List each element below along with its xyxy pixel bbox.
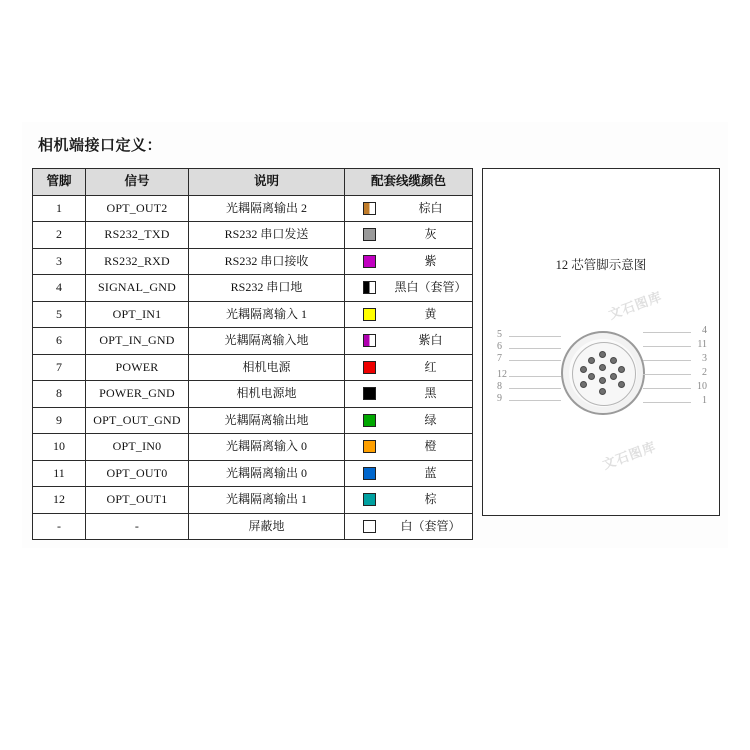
document-body	[22, 122, 728, 548]
cell-description: 光耦隔离输出 1	[189, 487, 345, 514]
color-name-label: 红	[424, 359, 437, 374]
cell-pin: 3	[33, 248, 86, 275]
cell-cable-color	[345, 381, 473, 408]
table-row	[33, 513, 473, 540]
diagram-lead-line	[509, 376, 561, 377]
pin-definition-table	[32, 168, 473, 540]
color-name-label: 灰	[424, 227, 437, 242]
cell-pin: 7	[33, 354, 86, 381]
cell-signal: SIGNAL_GND	[86, 275, 189, 302]
diagram-pin-label-left: 8	[497, 381, 502, 392]
connector-pin-hole	[610, 357, 617, 364]
cell-cable-color	[345, 460, 473, 487]
diagram-pin-label-left: 5	[497, 329, 502, 340]
column-header-signal: 信号	[86, 169, 189, 196]
cell-cable-color	[345, 407, 473, 434]
color-name-label: 黄	[424, 306, 437, 321]
cell-cable-color	[345, 222, 473, 249]
cell-signal: OPT_OUT_GND	[86, 407, 189, 434]
cell-cable-color	[345, 195, 473, 222]
table-body	[33, 195, 473, 540]
cell-pin: 10	[33, 434, 86, 461]
cell-signal: OPT_IN_GND	[86, 328, 189, 355]
connector-pin-hole	[588, 357, 595, 364]
connector-pin-hole	[580, 381, 587, 388]
connector-pin-hole	[588, 373, 595, 380]
diagram-pin-label-right: 10	[697, 381, 707, 392]
cell-description: RS232 串口地	[189, 275, 345, 302]
cell-cable-color	[345, 275, 473, 302]
color-name-label: 棕白	[418, 200, 443, 215]
color-swatch-icon	[363, 281, 376, 294]
diagram-lead-line	[509, 400, 561, 401]
color-name-label: 黑	[424, 386, 437, 401]
color-swatch-icon	[363, 334, 376, 347]
table-row	[33, 407, 473, 434]
connector-shell-icon	[561, 331, 645, 415]
color-swatch-icon	[363, 308, 376, 321]
color-name-label: 绿	[424, 412, 437, 427]
diagram-pin-label-right: 3	[702, 353, 707, 364]
cell-cable-color	[345, 487, 473, 514]
table-row	[33, 460, 473, 487]
color-swatch-icon	[363, 202, 376, 215]
connector-pin-hole	[610, 373, 617, 380]
diagram-pin-label-right: 2	[702, 367, 707, 378]
cell-pin: 1	[33, 195, 86, 222]
diagram-lead-line	[509, 388, 561, 389]
cell-description: 光耦隔离输出 2	[189, 195, 345, 222]
diagram-lead-line	[643, 360, 691, 361]
cell-signal: OPT_OUT0	[86, 460, 189, 487]
cell-signal: RS232_TXD	[86, 222, 189, 249]
color-name-label: 黑白（套管）	[394, 280, 467, 295]
color-name-label: 紫	[424, 253, 437, 268]
connector-diagram-panel	[482, 168, 720, 516]
cell-pin: 2	[33, 222, 86, 249]
table-row	[33, 434, 473, 461]
diagram-lead-line	[509, 336, 561, 337]
color-swatch-icon	[363, 493, 376, 506]
cell-pin: 4	[33, 275, 86, 302]
cell-signal: RS232_RXD	[86, 248, 189, 275]
color-swatch-icon	[363, 228, 376, 241]
table-row	[33, 328, 473, 355]
color-swatch-icon	[363, 520, 376, 533]
color-name-label: 棕	[424, 492, 437, 507]
diagram-pin-label-right: 11	[697, 339, 707, 350]
diagram-pin-label-left: 7	[497, 353, 502, 364]
watermark-text-bottom: 文石图库	[600, 438, 659, 473]
table-row	[33, 275, 473, 302]
connector-pin-hole	[618, 381, 625, 388]
cell-cable-color	[345, 434, 473, 461]
cell-pin: 12	[33, 487, 86, 514]
cell-signal: OPT_OUT1	[86, 487, 189, 514]
table-row	[33, 381, 473, 408]
pin-definition-table-wrapper	[32, 168, 473, 540]
cell-cable-color	[345, 513, 473, 540]
cell-pin: -	[33, 513, 86, 540]
color-name-label: 橙	[424, 439, 437, 454]
column-header-description: 说明	[189, 169, 345, 196]
connector-pin-hole	[599, 377, 606, 384]
cell-cable-color	[345, 354, 473, 381]
watermark-text-top: 文石图库	[606, 288, 665, 323]
cell-description: RS232 串口接收	[189, 248, 345, 275]
table-row	[33, 354, 473, 381]
diagram-pin-label-left: 9	[497, 393, 502, 404]
color-swatch-icon	[363, 440, 376, 453]
table-header-row	[33, 169, 473, 196]
cell-signal: -	[86, 513, 189, 540]
cell-description: 光耦隔离输出 0	[189, 460, 345, 487]
cell-pin: 8	[33, 381, 86, 408]
connector-pin-hole	[599, 351, 606, 358]
cell-cable-color	[345, 301, 473, 328]
column-header-pin: 管脚	[33, 169, 86, 196]
cell-pin: 6	[33, 328, 86, 355]
color-swatch-icon	[363, 361, 376, 374]
cell-cable-color	[345, 328, 473, 355]
diagram-lead-line	[643, 332, 691, 333]
cell-description: 光耦隔离输入 1	[189, 301, 345, 328]
diagram-lead-line	[509, 360, 561, 361]
cell-signal: OPT_OUT2	[86, 195, 189, 222]
diagram-lead-line	[643, 374, 691, 375]
cell-description: 相机电源	[189, 354, 345, 381]
color-name-label: 蓝	[424, 465, 437, 480]
diagram-lead-line	[509, 348, 561, 349]
diagram-pin-label-right: 4	[702, 325, 707, 336]
color-swatch-icon	[363, 387, 376, 400]
table-row	[33, 301, 473, 328]
diagram-pin-label-left: 6	[497, 341, 502, 352]
table-row	[33, 487, 473, 514]
cell-description: 光耦隔离输出地	[189, 407, 345, 434]
table-row	[33, 222, 473, 249]
connector-pin-hole	[599, 388, 606, 395]
diagram-pin-label-left: 12	[497, 369, 507, 380]
diagram-pin-label-right: 1	[702, 395, 707, 406]
cell-description: 相机电源地	[189, 381, 345, 408]
diagram-lead-line	[643, 388, 691, 389]
color-swatch-icon	[363, 467, 376, 480]
color-name-label: 紫白	[418, 333, 443, 348]
cell-pin: 11	[33, 460, 86, 487]
cell-signal: OPT_IN1	[86, 301, 189, 328]
cell-pin: 5	[33, 301, 86, 328]
cell-description: 光耦隔离输入地	[189, 328, 345, 355]
color-name-label: 白（套管）	[400, 518, 461, 533]
page-title: 相机端接口定义：	[38, 138, 163, 154]
diagram-caption: 12 芯管脚示意图	[555, 258, 647, 272]
cell-signal: POWER	[86, 354, 189, 381]
cell-pin: 9	[33, 407, 86, 434]
cell-cable-color	[345, 248, 473, 275]
diagram-lead-line	[643, 402, 691, 403]
cell-description: 光耦隔离输入 0	[189, 434, 345, 461]
color-swatch-icon	[363, 255, 376, 268]
cell-description: 屏蔽地	[189, 513, 345, 540]
cell-description: RS232 串口发送	[189, 222, 345, 249]
table-row	[33, 248, 473, 275]
cell-signal: OPT_IN0	[86, 434, 189, 461]
diagram-lead-line	[643, 346, 691, 347]
connector-pin-hole	[580, 366, 587, 373]
connector-pin-hole	[599, 364, 606, 371]
column-header-cable-color: 配套线缆颜色	[345, 169, 473, 196]
table-row	[33, 195, 473, 222]
cell-signal: POWER_GND	[86, 381, 189, 408]
connector-pin-hole	[618, 366, 625, 373]
color-swatch-icon	[363, 414, 376, 427]
